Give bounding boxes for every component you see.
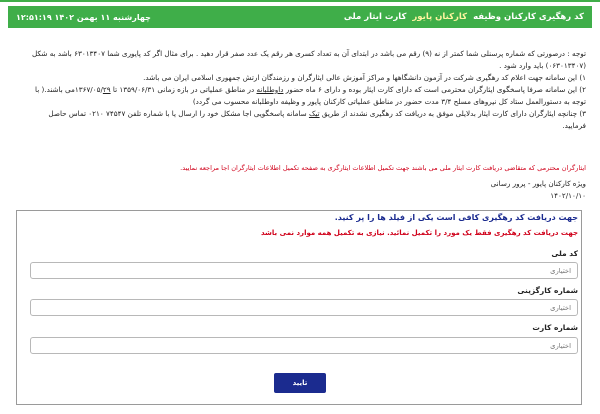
note-6-part-a: ۳) چنانچه ایثارگران دارای کارت ایثار بدلایلی موفق به دریافت کد رهگیری نشدند از طریق bbox=[321, 109, 586, 118]
note-4-underlined: داوطلبانه bbox=[256, 85, 284, 94]
card-number-label: شماره کارت bbox=[532, 323, 578, 332]
top-accent-bar bbox=[0, 0, 600, 2]
veteran-info-notice[interactable]: ایثارگران محترمی که متقاضی دریافت کارت ایثار ملی می باشند جهت تکمیل اطلاعات ایثارگری به صفحه تکمیل اطلاعات ایثارگران اجا مراجعه نمایید. bbox=[180, 164, 586, 172]
form-title: جهت دریافت کد رهگیری کافی است یکی از فیلد ها را پر کنید. bbox=[334, 213, 578, 222]
note-4-underlined-2: ۲۹ bbox=[102, 85, 111, 94]
personnel-number-input[interactable] bbox=[30, 299, 578, 316]
header-title-group bbox=[344, 12, 584, 22]
note-line-3: ۱) این سامانه جهت اعلام کد رهگیری شرکت در آزمون دانشگاهها و مراکز آموزش عالی ایثارگران و رزمندگان ارتش جمهوری اسلامی ایران می باشد. bbox=[143, 73, 586, 82]
header-title: کد رهگیری کارکنان وظیفه bbox=[473, 12, 584, 22]
header-subtitle: کارت ایثار ملی bbox=[343, 12, 407, 22]
app-header bbox=[8, 6, 592, 28]
note-line-6 bbox=[14, 108, 586, 120]
signature-block bbox=[286, 178, 586, 202]
form-subtitle: جهت دریافت کد رهگیری فقط یک مورد را تکمیل نمائید. نیازی به تکمیل همه موارد نمی باشد bbox=[260, 229, 578, 237]
note-4-part-a: ۲) این سامانه صرفا پاسخگوی ایثارگران محترمی است که دارای کارت ایثار بوده و دارای ۶ ماه حضور bbox=[285, 85, 586, 94]
instructions bbox=[14, 48, 586, 132]
note-line-2: (۰۶۳۰۱۳۴۰۷) باید وارد شود . bbox=[499, 61, 586, 70]
note-line-7: فرمایید. bbox=[562, 121, 586, 130]
header-link[interactable]: کارکنان پایور bbox=[412, 12, 468, 22]
ticket-link[interactable]: تیک bbox=[308, 109, 320, 118]
national-id-input[interactable] bbox=[30, 262, 578, 279]
signature-date: ۱۴۰۲/۱۰/۱۰ bbox=[550, 191, 586, 200]
submit-button[interactable]: تایید bbox=[274, 373, 326, 393]
note-4-part-b: در مناطق عملیاتی در بازه زمانی ۱۳۵۹/۰۶/۳۱ تا ۱۳۶۷/۰۵/ bbox=[74, 85, 255, 94]
note-4-part-c: می باشند.( با bbox=[35, 85, 75, 94]
signature-name: ویژه کارکنان پایور - پرور رسانی bbox=[490, 179, 586, 188]
national-id-label: کد ملی bbox=[551, 249, 578, 258]
note-line-1: توجه : درصورتی که شماره پرسنلی شما کمتر از نه (۹) رقم می باشد در ابتدای آن به تعداد کسری هر رقم یک عدد صفر قرار دهید . برای مثال اگر کد پایوری شما ۶۳۰۱۳۴۰۷ باشد به شکل bbox=[31, 49, 586, 58]
card-number-input[interactable] bbox=[30, 337, 578, 354]
note-6-part-b: سامانه پاسخگویی اجا مشکل خود را ارسال یا با شماره تلفن ۷۴۵۴۷ ۰۲۱۰ تماس حاصل bbox=[48, 109, 307, 118]
note-line-4 bbox=[14, 84, 586, 96]
personnel-number-label: شماره کارگزینی bbox=[517, 286, 578, 295]
note-line-5: توجه به دستورالعمل ستاد کل نیروهای مسلح ۳/۴ مدت حضور در مناطق عملیاتی کارکنان پایور و وظیفه داوطلبانه محسوب می گردد) bbox=[192, 97, 586, 106]
header-date: چهارشنبه ۱۱ بهمن ۱۴۰۲ ۱۲:۵۱:۱۹ bbox=[16, 12, 151, 22]
